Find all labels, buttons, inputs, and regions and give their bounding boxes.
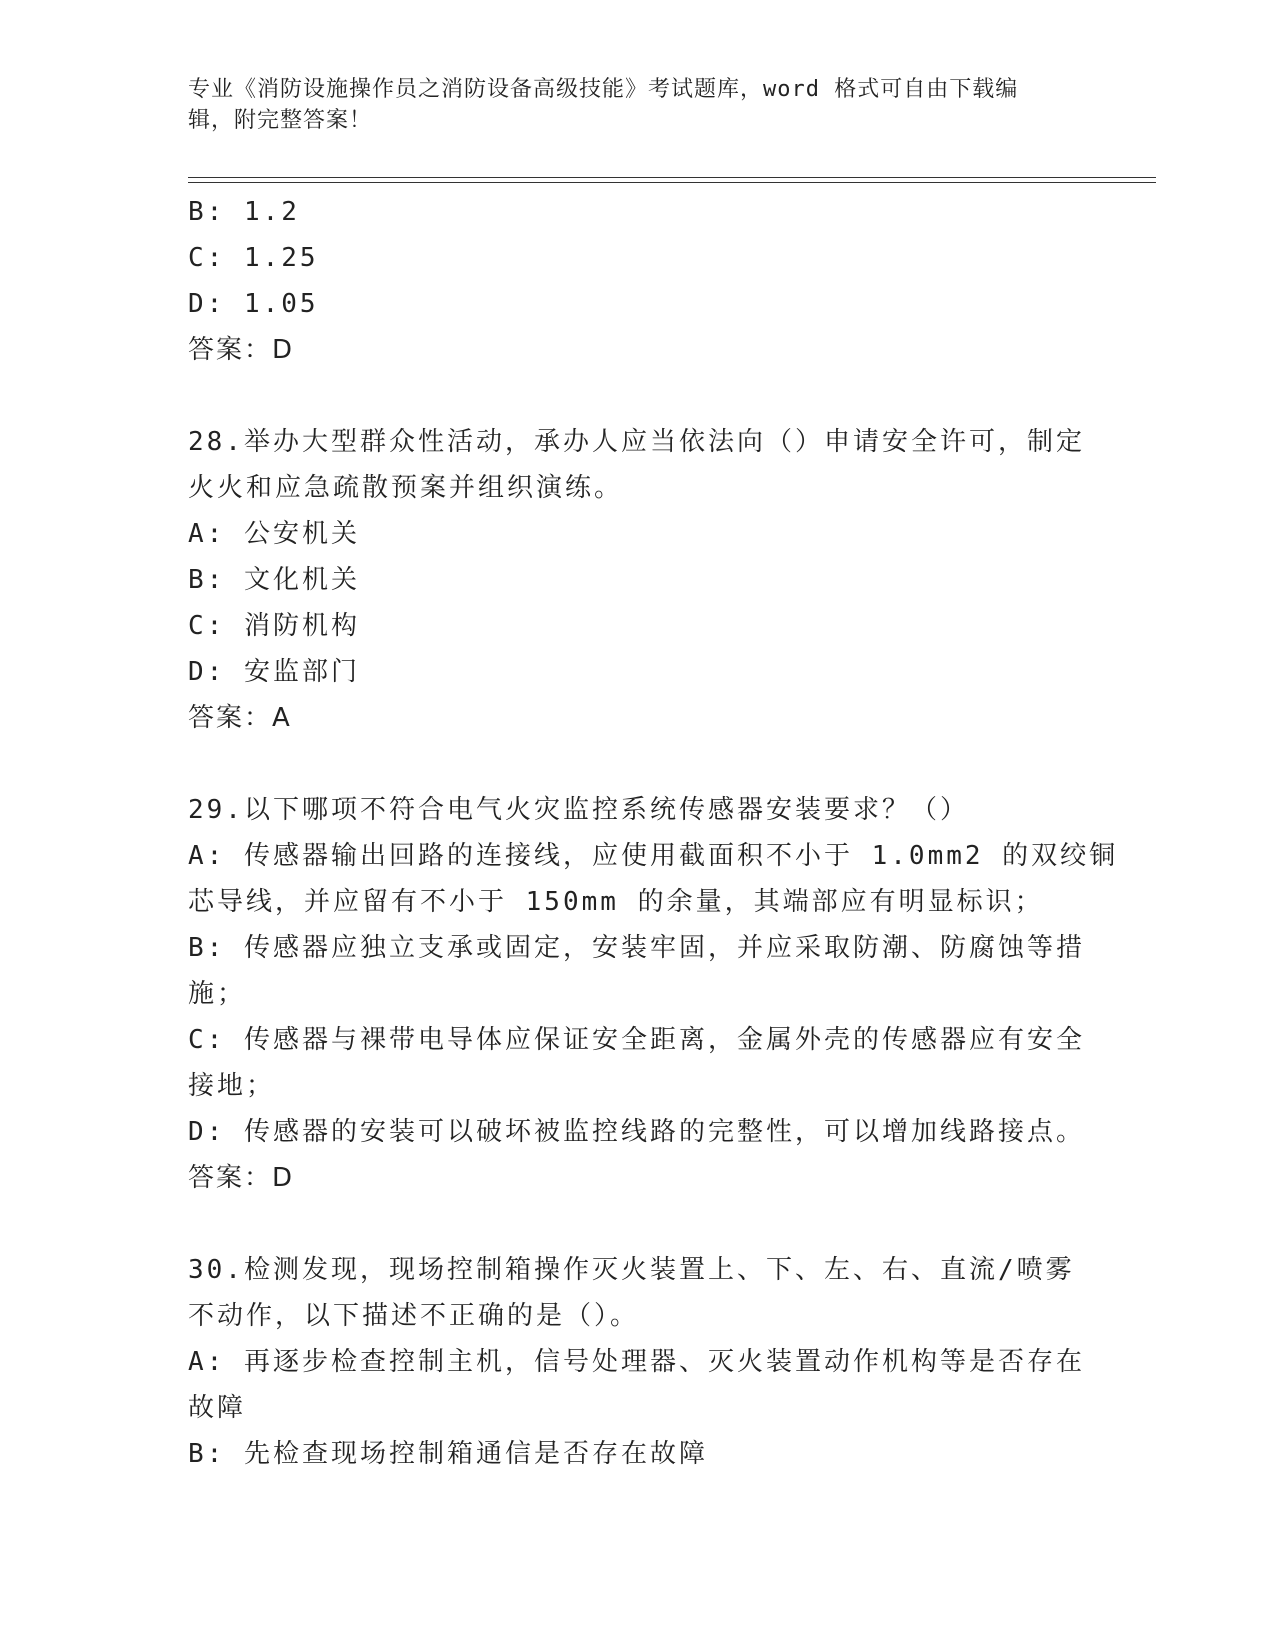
header-line-1: 专业《消防设施操作员之消防设备高级技能》考试题库，word 格式可自由下载编 [188, 77, 1019, 102]
header-line-2: 辑，附完整答案！ [188, 108, 373, 133]
q29-option-c-line-1: C: 传感器与裸带电导体应保证安全距离，金属外壳的传感器应有安全 [188, 1025, 1085, 1055]
q29-answer: 答案：D [188, 1163, 295, 1193]
question-29 [188, 787, 1119, 1201]
q29-option-a-line-1: A: 传感器输出回路的连接线，应使用截面积不小于 1.0mm2 的双绞铜 [188, 841, 1119, 871]
q30-option-a-line-1: A: 再逐步检查控制主机，信号处理器、灭火装置动作机构等是否存在 [188, 1347, 1085, 1377]
q29-option-d-line-1: D: 传感器的安装可以破坏被监控线路的完整性，可以增加线路接点。 [188, 1117, 1085, 1147]
q28-option-a: A: 公安机关 [188, 519, 360, 549]
question-content [188, 189, 1119, 1477]
spacer [188, 373, 1088, 419]
q29-option-a-line-2: 芯导线，并应留有不小于 150mm 的余量，其端部应有明显标识； [188, 887, 1044, 917]
q28-stem-line-2: 火火和应急疏散预案并组织演练。 [188, 473, 624, 503]
header-divider-bottom [188, 182, 1156, 183]
q27-option-b: B: 1.2 [188, 197, 300, 227]
q30-stem-line-1: 30.检测发现，现场控制箱操作灭火装置上、下、左、右、直流/喷雾 [188, 1255, 1075, 1285]
q29-option-b-line-1: B: 传感器应独立支承或固定，安装牢固，并应采取防潮、防腐蚀等措 [188, 933, 1085, 963]
question-27-tail [188, 189, 1088, 373]
q29-option-c-line-2: 接地； [188, 1071, 276, 1101]
q30-stem-line-2: 不动作，以下描述不正确的是（）。 [188, 1301, 640, 1331]
q27-option-d: D: 1.05 [188, 289, 319, 319]
q29-stem-line-1: 29.以下哪项不符合电气火灾监控系统传感器安装要求？（） [188, 795, 969, 825]
q27-option-c: C: 1.25 [188, 243, 319, 273]
q27-answer: 答案：D [188, 335, 295, 365]
q30-option-b-line-1: B: 先检查现场控制箱通信是否存在故障 [188, 1439, 708, 1469]
q28-option-c: C: 消防机构 [188, 611, 360, 641]
q28-answer: 答案：A [188, 703, 292, 733]
question-28 [188, 419, 1088, 741]
spacer [188, 741, 1088, 787]
q30-option-a-line-2: 故障 [188, 1393, 247, 1423]
q28-stem-line-1: 28.举办大型群众性活动，承办人应当依法向（）申请安全许可，制定 [188, 427, 1085, 457]
spacer [188, 1201, 1088, 1247]
question-30 [188, 1247, 1088, 1477]
page-header [188, 74, 1068, 136]
q29-option-b-line-2: 施； [188, 979, 247, 1009]
q28-option-b: B: 文化机关 [188, 565, 360, 595]
header-divider-top [188, 177, 1156, 178]
q28-option-d: D: 安监部门 [188, 657, 360, 687]
